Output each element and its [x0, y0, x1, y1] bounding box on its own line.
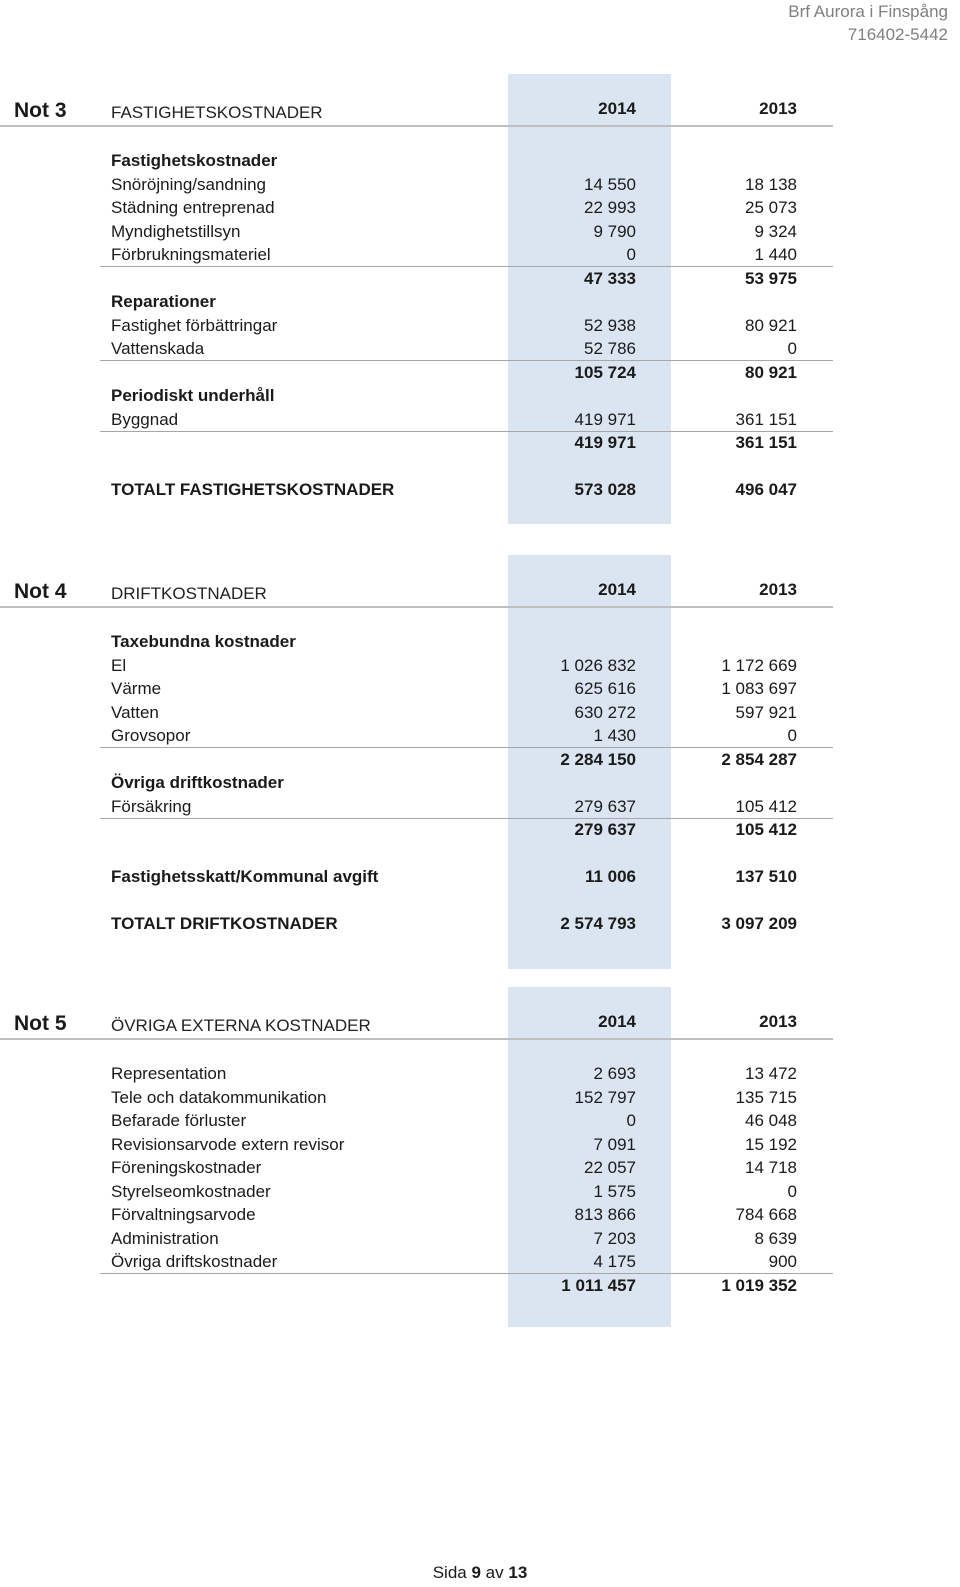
value-2013: 135 715: [735, 1087, 797, 1107]
row-label: Styrelseomkostnader: [111, 1181, 271, 1201]
table-row: [0, 1250, 960, 1273]
value-2014: 14 550: [584, 174, 636, 194]
table-row: [0, 1227, 960, 1250]
year-2013-header: 2013: [759, 99, 797, 118]
year-2014-header: 2014: [598, 99, 636, 118]
header-rule: [0, 1038, 833, 1040]
value-2013: 496 047: [735, 480, 797, 499]
value-2013: 14 718: [745, 1158, 797, 1177]
row-label: TOTALT DRIFTKOSTNADER: [111, 914, 338, 933]
value-2014: 52 938: [584, 315, 636, 335]
value-2014: 630 272: [574, 702, 636, 722]
table-row: [0, 818, 960, 841]
table-row: [0, 1274, 960, 1297]
value-2014: 2 693: [593, 1064, 636, 1083]
value-2014: 4 175: [593, 1252, 636, 1271]
year-2013-header: 2013: [759, 1012, 797, 1031]
table-row: [0, 384, 960, 407]
table-row: [0, 220, 960, 243]
value-2013: 80 921: [745, 362, 797, 382]
note-title: ÖVRIGA EXTERNA KOSTNADER: [111, 1016, 371, 1035]
table-row: [0, 243, 960, 266]
row-label: Förvaltningsarvode: [111, 1205, 256, 1224]
row-label: Förbrukningsmateriel: [111, 245, 271, 264]
current-page: 9: [471, 1563, 481, 1582]
row-label: Administration: [111, 1228, 219, 1248]
table-row: [0, 196, 960, 219]
value-2013: 0: [787, 339, 797, 358]
value-2013: 0: [787, 726, 797, 745]
row-label: Övriga driftkostnader: [111, 773, 284, 792]
value-2014: 22 057: [584, 1158, 636, 1177]
value-2013: 900: [768, 1252, 797, 1271]
value-2013: 1 440: [754, 245, 797, 264]
table-row: [0, 1156, 960, 1179]
note-title: FASTIGHETSKOSTNADER: [111, 103, 323, 122]
table-row: [0, 771, 960, 794]
table-row: [0, 724, 960, 747]
page-footer: [0, 1563, 960, 1583]
table-row: [0, 748, 960, 771]
total-pages: 13: [508, 1563, 528, 1582]
page-label: Sida: [432, 1563, 467, 1582]
row-label: Representation: [111, 1064, 227, 1083]
row-label: Värme: [111, 679, 162, 698]
row-label: Försäkring: [111, 796, 192, 816]
value-2013: 2 854 287: [721, 749, 797, 769]
value-2013: 80 921: [745, 315, 797, 335]
value-2013: 137 510: [735, 867, 797, 886]
header-rule: [0, 606, 833, 608]
value-2013: 1 172 669: [721, 655, 797, 675]
header-rule: [0, 125, 833, 127]
row-label: Vatten: [111, 702, 159, 722]
value-2014: 2 284 150: [560, 749, 636, 769]
note-5-section: [0, 987, 960, 1327]
value-2014: 625 616: [574, 679, 636, 698]
table-row: [0, 173, 960, 196]
page-separator: av: [485, 1563, 504, 1582]
row-label: TOTALT FASTIGHETSKOSTNADER: [111, 480, 395, 499]
value-2014: 573 028: [574, 480, 636, 499]
value-2014: 2 574 793: [560, 914, 636, 933]
table-row: [0, 1109, 960, 1132]
value-2013: 13 472: [745, 1064, 797, 1083]
row-label: Övriga driftskostnader: [111, 1252, 278, 1271]
table-row: [0, 149, 960, 172]
value-2013: 46 048: [745, 1111, 797, 1130]
value-2013: 25 073: [745, 198, 797, 217]
organization-number: 716402-5442: [847, 25, 948, 44]
note-title: DRIFTKOSTNADER: [111, 584, 267, 603]
value-2014: 105 724: [574, 362, 636, 382]
table-row: [0, 1180, 960, 1203]
value-2014: 0: [626, 1111, 636, 1130]
row-label: Föreningskostnader: [111, 1158, 262, 1177]
value-2014: 7 091: [593, 1134, 636, 1154]
organization-name: Brf Aurora i Finspång: [788, 2, 948, 21]
value-2014: 419 971: [574, 433, 636, 452]
row-label: Fastighetsskatt/Kommunal avgift: [111, 867, 379, 886]
table-row: [0, 654, 960, 677]
note-4-section: [0, 555, 960, 969]
table-row: [0, 361, 960, 384]
row-label: Fastighetskostnader: [111, 151, 278, 170]
value-2014: 279 637: [574, 820, 636, 839]
value-2014: 47 333: [584, 268, 636, 288]
table-row: [0, 630, 960, 653]
row-label: Städning entreprenad: [111, 198, 275, 217]
row-label: Snöröjning/sandning: [111, 174, 267, 194]
table-row: [0, 267, 960, 290]
table-row: [0, 314, 960, 337]
note-number: Not 3: [14, 99, 67, 122]
value-2013: 1 083 697: [721, 679, 797, 698]
table-row: [0, 889, 960, 912]
value-2014: 0: [626, 245, 636, 264]
organization-header: [788, 0, 948, 46]
row-label: Grovsopor: [111, 726, 191, 745]
value-2014: 1 026 832: [560, 655, 636, 675]
row-label: Vattenskada: [111, 339, 205, 358]
table-row: [0, 431, 960, 454]
row-label: El: [111, 655, 127, 675]
value-2013: 15 192: [745, 1134, 797, 1154]
table-row: [0, 290, 960, 313]
table-row: [0, 795, 960, 818]
note-number: Not 4: [14, 580, 67, 603]
table-row: [0, 912, 960, 935]
value-2014: 7 203: [593, 1228, 636, 1248]
table-row: [0, 337, 960, 360]
row-label: Reparationer: [111, 292, 216, 311]
table-row: [0, 1086, 960, 1109]
value-2014: 1 575: [593, 1181, 636, 1201]
value-2013: 597 921: [735, 702, 797, 722]
table-row: [0, 478, 960, 501]
value-2013: 105 412: [735, 796, 797, 816]
year-2014-header: 2014: [598, 580, 636, 599]
row-label: Byggnad: [111, 409, 179, 429]
value-2013: 8 639: [754, 1228, 797, 1248]
value-2014: 9 790: [593, 221, 636, 241]
table-row: [0, 865, 960, 888]
table-row: [0, 1203, 960, 1226]
row-label: Fastighet förbättringar: [111, 315, 278, 335]
note-number: Not 5: [14, 1012, 67, 1035]
value-2014: 152 797: [574, 1087, 636, 1107]
value-2013: 53 975: [745, 268, 797, 288]
table-row: [0, 455, 960, 478]
row-label: Tele och datakommunikation: [111, 1087, 327, 1107]
value-2013: 0: [787, 1181, 797, 1201]
note-3-section: [0, 74, 960, 524]
value-2013: 361 151: [735, 433, 797, 452]
value-2013: 105 412: [735, 820, 797, 839]
year-2014-header: 2014: [598, 1012, 636, 1031]
value-2014: 813 866: [574, 1205, 636, 1224]
table-row: [0, 842, 960, 865]
row-label: Myndighetstillsyn: [111, 221, 241, 241]
value-2014: 11 006: [584, 867, 636, 886]
table-row: [0, 1133, 960, 1156]
year-2013-header: 2013: [759, 580, 797, 599]
table-row: [0, 677, 960, 700]
row-label: Revisionsarvode extern revisor: [111, 1134, 345, 1154]
table-row: [0, 1062, 960, 1085]
table-row: [0, 408, 960, 431]
value-2014: 419 971: [574, 409, 636, 429]
value-2013: 18 138: [745, 174, 797, 194]
row-label: Taxebundna kostnader: [111, 632, 296, 651]
row-label: Periodiskt underhåll: [111, 386, 275, 405]
value-2014: 52 786: [584, 339, 636, 358]
value-2013: 361 151: [735, 409, 797, 429]
value-2014: 22 993: [584, 198, 636, 217]
row-label: Befarade förluster: [111, 1111, 247, 1130]
value-2014: 1 011 457: [561, 1275, 636, 1295]
value-2014: 279 637: [574, 796, 636, 816]
value-2013: 9 324: [754, 221, 797, 241]
table-row: [0, 701, 960, 724]
value-2013: 784 668: [735, 1205, 797, 1224]
value-2014: 1 430: [593, 726, 636, 745]
value-2013: 1 019 352: [721, 1275, 797, 1295]
value-2013: 3 097 209: [721, 914, 797, 933]
